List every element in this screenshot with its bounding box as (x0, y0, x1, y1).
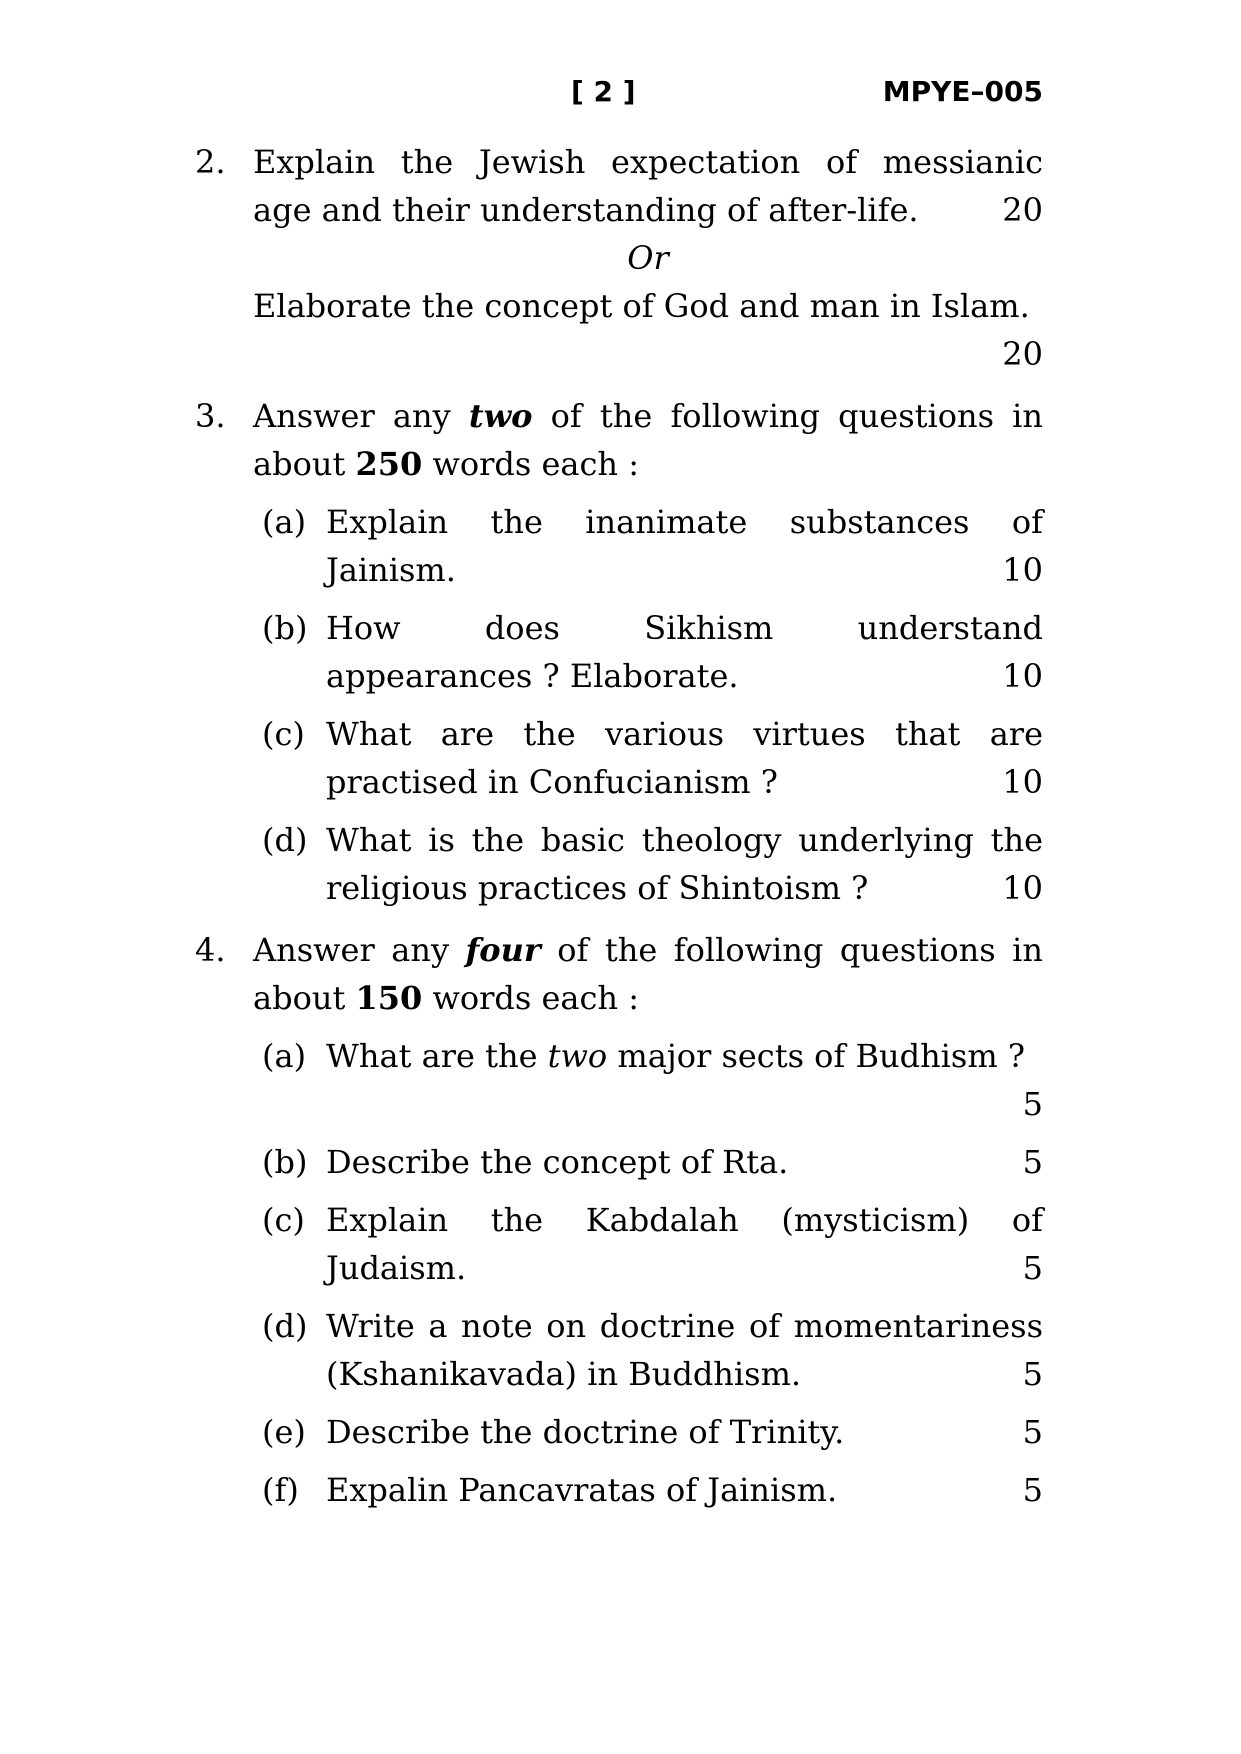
question-4a-text (326, 1032, 1043, 1080)
question-3a-label: (a) (262, 503, 307, 541)
question-3-intro-line-2 (253, 440, 1043, 488)
question-3-number: 3. (195, 397, 226, 435)
question-3c-label: (c) (262, 715, 305, 753)
question-3d-marks: 10 (1002, 869, 1043, 907)
question-4c-label: (c) (262, 1201, 305, 1239)
question-3d (253, 816, 1043, 912)
question-3 (195, 392, 1043, 912)
question-4c-text-line-2 (326, 1244, 1043, 1292)
question-3d-text-line-1: What is the basic theology underlying the (326, 821, 1043, 859)
question-2-text-line-2 (253, 186, 1043, 234)
intro-emphasis: four (465, 931, 541, 969)
question-3c (253, 710, 1043, 806)
question-4e-text: Describe the doctrine of Trinity. (326, 1413, 845, 1451)
question-4f-text-line (326, 1466, 1043, 1514)
question-3-intro-line-1 (253, 392, 1043, 440)
question-3a-marks: 10 (1002, 551, 1043, 589)
question-3b (253, 604, 1043, 700)
question-4c-text: Judaism. (326, 1249, 467, 1287)
question-2-marks: 20 (1002, 191, 1043, 229)
question-2-number: 2. (195, 143, 226, 181)
question-3d-text: religious practices of Shintoism ? (326, 869, 869, 907)
question-4d-marks: 5 (1022, 1355, 1043, 1393)
question-3a (253, 498, 1043, 594)
question-3b-text-line-2 (326, 652, 1043, 700)
question-3a-text-line-1: Explain the inanimate substances of (326, 503, 1043, 541)
question-2-alt-marks: 20 (1002, 335, 1043, 373)
question-3a-text-line-2 (326, 546, 1043, 594)
question-2-or-label: Or (627, 239, 669, 277)
question-4a-emphasis: two (547, 1037, 608, 1075)
question-4f (253, 1466, 1043, 1514)
question-2-body (253, 138, 1043, 378)
question-4d-text-line-1: Write a note on doctrine of momentariness (326, 1307, 1043, 1345)
question-4b-marks: 5 (1022, 1143, 1043, 1181)
question-4d-text: (Kshanikavada) in Buddhism. (326, 1355, 802, 1393)
question-2 (195, 138, 1043, 378)
intro-text: Answer any (253, 931, 466, 969)
question-3b-marks: 10 (1002, 657, 1043, 695)
question-4a-text-part: major sects of Budhism ? (607, 1037, 1025, 1075)
question-4a-label: (a) (262, 1037, 307, 1075)
question-2-text: age and their understanding of after-life. (253, 191, 919, 229)
intro-word-count: 250 (355, 445, 423, 483)
question-4-number: 4. (195, 931, 226, 969)
question-4 (195, 926, 1043, 1514)
question-3d-label: (d) (262, 821, 308, 859)
question-2-alt-text: Elaborate the concept of God and man in Islam. (253, 287, 1030, 325)
question-4e-label: (e) (262, 1413, 306, 1451)
question-4b-text-line (326, 1138, 1043, 1186)
intro-text: about (253, 445, 356, 483)
question-3c-text: practised in Confucianism ? (326, 763, 778, 801)
question-2-text-line-1: Explain the Jewish expectation of messianic (253, 143, 1043, 181)
intro-text: of the following questions in (540, 931, 1044, 969)
question-4d (253, 1302, 1043, 1398)
question-4-intro-line-2 (253, 974, 1043, 1022)
question-4-intro-line-1 (253, 926, 1043, 974)
intro-word-count: 150 (355, 979, 423, 1017)
question-3c-text-line-2 (326, 758, 1043, 806)
question-4b-label: (b) (262, 1143, 308, 1181)
page-header (195, 72, 1043, 112)
question-4e-text-line (326, 1408, 1043, 1456)
question-3d-text-line-2 (326, 864, 1043, 912)
intro-text: about (253, 979, 356, 1017)
question-3-body (253, 392, 1043, 912)
question-4d-text-line-2 (326, 1350, 1043, 1398)
question-4c (253, 1196, 1043, 1292)
page-number: [ 2 ] (571, 75, 636, 108)
intro-text: words each : (422, 979, 639, 1017)
question-4c-marks: 5 (1022, 1249, 1043, 1287)
question-4b (253, 1138, 1043, 1186)
question-4e (253, 1408, 1043, 1456)
question-4a (253, 1032, 1043, 1128)
intro-text: of the following questions in (532, 397, 1044, 435)
question-4f-marks: 5 (1022, 1471, 1043, 1509)
question-4a-text-part: What are the (326, 1037, 548, 1075)
intro-text: words each : (422, 445, 639, 483)
question-4d-label: (d) (262, 1307, 308, 1345)
question-4f-text: Expalin Pancavratas of Jainism. (326, 1471, 838, 1509)
question-4-body (253, 926, 1043, 1514)
question-3a-text: Jainism. (326, 551, 456, 589)
question-4f-label: (f) (262, 1471, 299, 1509)
question-4a-marks: 5 (1022, 1085, 1043, 1123)
paper-code: MPYE–005 (882, 75, 1043, 108)
question-3b-text: appearances ? Elaborate. (326, 657, 739, 695)
question-3c-marks: 10 (1002, 763, 1043, 801)
intro-emphasis: two (468, 397, 533, 435)
page-content (195, 72, 1043, 1514)
intro-text: Answer any (253, 397, 469, 435)
question-3c-text-line-1: What are the various virtues that are (326, 715, 1043, 753)
question-3b-label: (b) (262, 609, 308, 647)
question-3b-text-line-1: How does Sikhism understand (326, 609, 1043, 647)
question-4b-text: Describe the concept of Rta. (326, 1143, 789, 1181)
question-4e-marks: 5 (1022, 1413, 1043, 1451)
question-4c-text-line-1: Explain the Kabdalah (mysticism) of (326, 1201, 1043, 1239)
